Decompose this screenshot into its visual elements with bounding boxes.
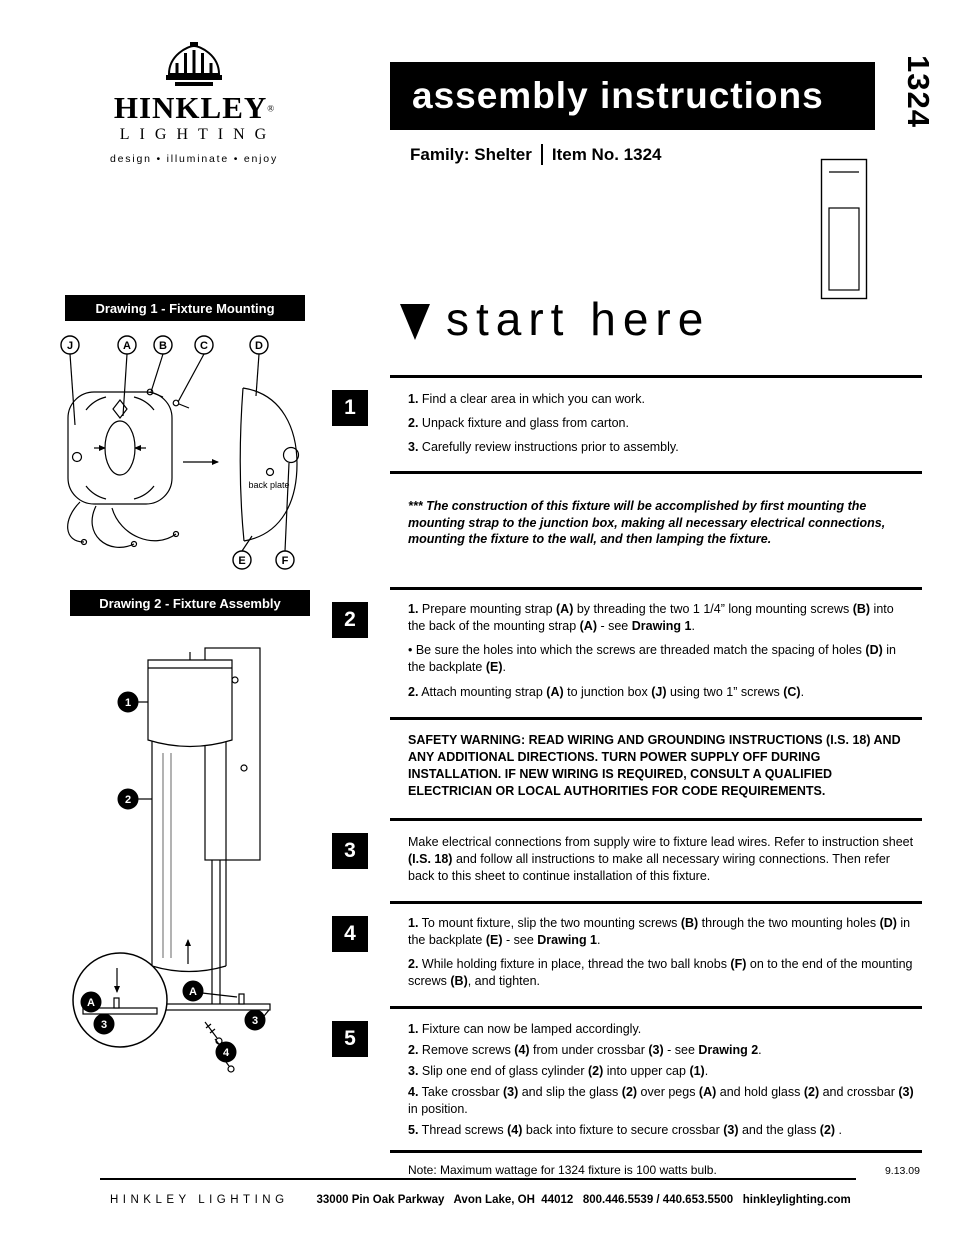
callout-f [276, 551, 294, 569]
callout-b [154, 336, 172, 354]
step-number-4: 4 [332, 916, 368, 952]
instruction-paragraph: 1. Fixture can now be lamped accordingly. [408, 1022, 642, 1037]
step-block-2 [344, 587, 922, 717]
footer-divider [100, 1178, 856, 1180]
callout-crossbar-3 [245, 1010, 265, 1030]
svg-text:1: 1 [124, 697, 132, 709]
glass-cylinder-drawing [152, 740, 226, 972]
instruction-paragraph: 3. Carefully review instructions prior to assembly. [408, 439, 679, 454]
start-here-label: start here [446, 293, 711, 345]
step-number-1: 1 [332, 390, 368, 426]
callout-d [250, 336, 268, 354]
drawing1-banner: Drawing 1 - Fixture Mounting [65, 295, 305, 321]
instruction-paragraph: 2. Unpack fixture and glass from carton. [408, 415, 629, 430]
callout-peg-a [183, 981, 203, 1001]
title-banner [390, 62, 875, 130]
lantern-icon [162, 42, 226, 90]
callout-part-2 [118, 789, 138, 809]
brand-lighting: LIGHTING [119, 126, 277, 143]
svg-text:2: 2 [124, 794, 132, 806]
instruction-paragraph: 2. While holding fixture in place, thread the two ball knobs (F) on to the end of the mounting screws (B), and tighten. [408, 957, 913, 989]
mounting-strap-drawing [68, 389, 189, 504]
family-item-line [410, 144, 661, 165]
footer-brand: HINKLEY LIGHTING [110, 1194, 289, 1206]
step-block-1 [344, 375, 922, 471]
item-number-label: Item No. 1324 [551, 144, 662, 164]
callout-e [233, 551, 251, 569]
safety-warning: SAFETY WARNING: READ WIRING AND GROUNDING INSTRUCTIONS (I.S. 18) AND ANY ADDITIONAL DIRECTIONS. TURN POWER SUPPLY OFF DURING INSTALLATION. IF NEW WIRING IS REQUIRED, CONSULT A QUALIFIED ELECTRICIAN OR LOCAL AUTHORITIES FOR CODE REQUIREMENTS. [408, 733, 901, 798]
svg-text:D: D [255, 340, 263, 352]
step-number-5: 5 [332, 1021, 368, 1057]
instruction-paragraph: Make electrical connections from supply wire to fixture lead wires. Refer to instruction sheet (I.S. 18) and follow all instructions to make all necessary wiring connections. Then refer back to this sheet to continue installation of this fixture. [408, 835, 914, 883]
brand-logo [88, 42, 300, 165]
callout-a [118, 336, 136, 354]
wires-drawing [68, 502, 179, 547]
instructions-column [344, 375, 922, 1190]
svg-text:A: A [123, 340, 131, 352]
wattage-note-block [390, 1150, 922, 1190]
family-label: Family: Shelter [410, 144, 532, 164]
instruction-paragraph: 3. Slip one end of glass cylinder (2) into upper cap (1). [408, 1063, 709, 1078]
drawing1-figure [50, 330, 310, 580]
step-block-3 [344, 818, 922, 901]
construction-note-block [390, 471, 922, 587]
svg-text:A: A [87, 997, 95, 1009]
brand-name: HINKLEY® [113, 90, 275, 125]
callout-crossbar-3-detail [94, 1014, 114, 1034]
registered-mark: ® [267, 103, 275, 114]
leader-lines [70, 354, 289, 551]
start-here [400, 293, 711, 345]
construction-note: *** The construction of this fixture will be accomplished by first mounting the mounting strap to the junction box, making all necessary electrical connections, mounting the fixture to the wall, and then lamping the fixture. [408, 498, 886, 547]
svg-text:3: 3 [251, 1015, 259, 1027]
svg-text:B: B [159, 340, 167, 352]
safety-warning-block [390, 717, 922, 818]
instruction-paragraph: • Be sure the holes into which the screws are threaded match the spacing of holes (D) in the backplate (E). [408, 643, 896, 675]
step-number-3: 3 [332, 833, 368, 869]
back-plate-label: back plate [248, 480, 290, 490]
drawing2-banner: Drawing 2 - Fixture Assembly [70, 590, 310, 616]
wattage-note: Note: Maximum wattage for 1324 fixture is 100 watts bulb. [408, 1163, 717, 1178]
callout-j [61, 336, 79, 354]
drawing2-figure [55, 618, 315, 1093]
instruction-paragraph: 1. Prepare mounting strap (A) by threading the two 1 1/4” long mounting screws (B) into the back of the mounting strap (A) - see Drawing 1. [408, 601, 894, 633]
revision-date: 9.13.09 [884, 1165, 920, 1178]
fixture-thumbnail [820, 158, 868, 300]
svg-text:F: F [281, 555, 289, 567]
upper-cap-drawing [148, 652, 232, 747]
svg-text:4: 4 [222, 1047, 230, 1059]
svg-text:A: A [189, 986, 197, 998]
instruction-paragraph: 5. Thread screws (4) back into fixture to secure crossbar (3) and the glass (2) . [408, 1122, 843, 1137]
callout-peg-a-detail [81, 992, 101, 1012]
svg-text:C: C [200, 340, 208, 352]
instruction-paragraph: 4. Take crossbar (3) and slip the glass (2) over pegs (A) and hold glass (2) and crossbar (3) in position. [408, 1084, 914, 1116]
instruction-paragraph: 1. To mount fixture, slip the two mounting screws (B) through the two mounting holes (D) in the backplate (E) - see Drawing 1. [408, 915, 911, 947]
callout-c [195, 336, 213, 354]
callout-part-1 [118, 692, 138, 712]
svg-text:E: E [238, 555, 246, 567]
item-code-vertical: 1324 [901, 55, 936, 128]
instruction-paragraph: 2. Remove screws (4) from under crossbar (3) - see Drawing 2. [408, 1043, 762, 1057]
page-title: assembly instructions [412, 75, 824, 116]
divider [541, 144, 543, 165]
support-arm-drawing [212, 860, 220, 1004]
callout-screw-4 [216, 1042, 236, 1062]
footer-address: 33000 Pin Oak Parkway Avon Lake, OH 44012 800.446.5539 / 440.653.5500 hinkleylighting.com [316, 1194, 851, 1206]
step-number-2: 2 [332, 602, 368, 638]
backplate-drawing [240, 388, 298, 541]
svg-text:3: 3 [100, 1019, 108, 1031]
step-block-5 [344, 1006, 922, 1150]
brand-tagline: design • illuminate • enjoy [109, 153, 279, 165]
step-block-4 [344, 901, 922, 1007]
instruction-paragraph: 2. Attach mounting strap (A) to junction box (J) using two 1” screws (C). [408, 685, 805, 700]
svg-text:J: J [66, 340, 74, 352]
instruction-paragraph: 1. Find a clear area in which you can work. [408, 392, 645, 406]
down-arrow-icon [400, 304, 430, 340]
footer [110, 1194, 851, 1206]
